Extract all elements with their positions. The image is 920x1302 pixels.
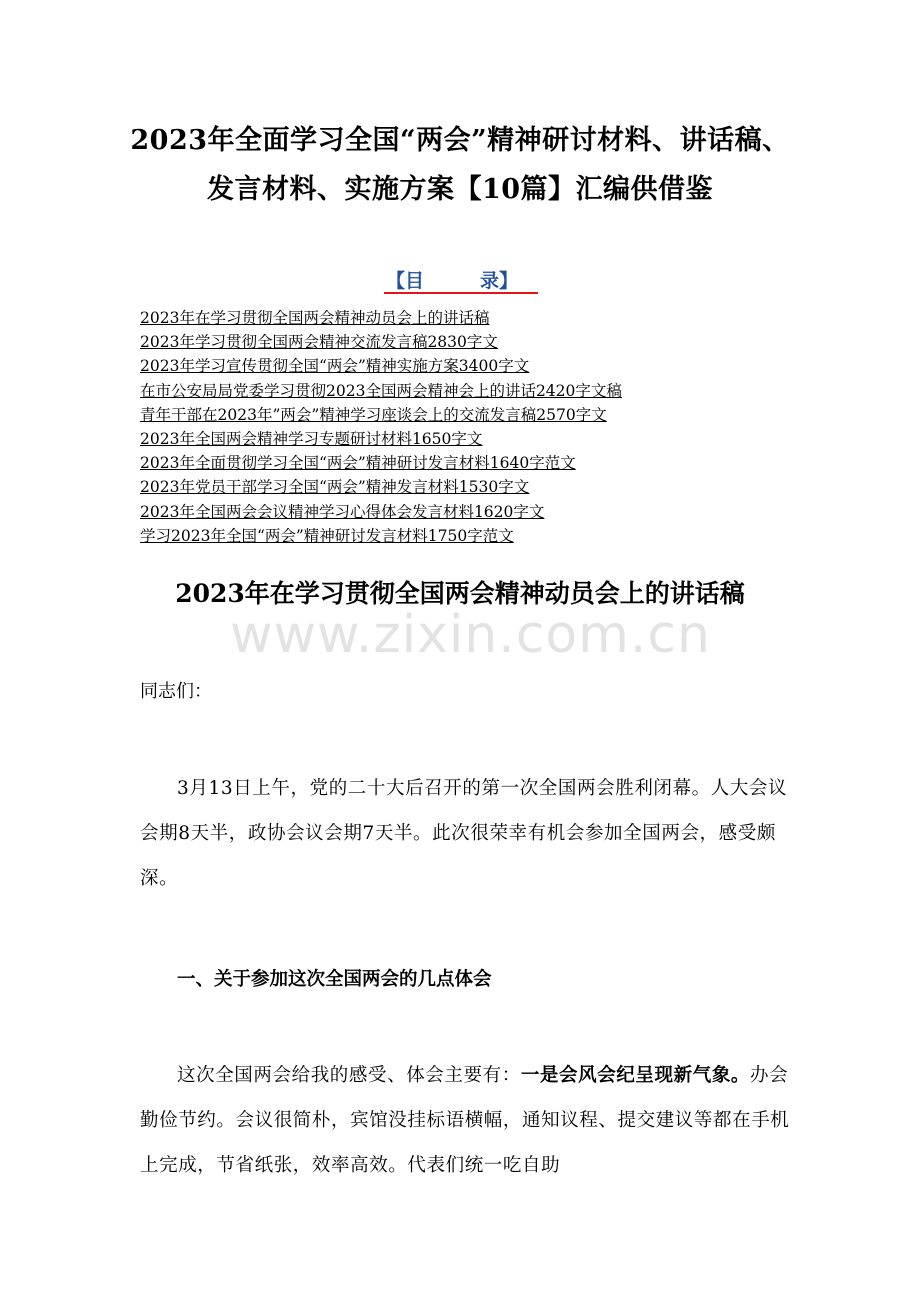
document-title (60, 116, 860, 214)
document-title-line-2: 发言材料、实施方案【10篇】汇编供借鉴 (206, 174, 714, 205)
toc-heading-right: 录】 (480, 270, 519, 292)
toc-heading-left: 【目 (386, 270, 425, 292)
paragraph-2-bold: 一是会风会纪呈现新气象。 (520, 1065, 751, 1086)
toc-link[interactable]: 2023年全国两会精神学习专题研讨材料1650字文 (140, 430, 483, 449)
section-title: 2023年在学习贯彻全国两会精神动员会上的讲话稿 (175, 579, 745, 608)
toc-link[interactable]: 2023年在学习贯彻全国两会精神动员会上的讲话稿 (140, 309, 490, 327)
toc-link[interactable]: 学习2023年全国“两会”精神研讨发言材料1750字范文 (140, 526, 514, 545)
watermark: www.zixin.com.cn (230, 605, 711, 665)
toc-link[interactable]: 青年干部在2023年”两会”精神学习座谈会上的交流发言稿2570字文 (140, 405, 607, 424)
toc-list (140, 306, 622, 548)
paragraph-2-intro: 这次全国两会给我的感受、体会主要有： (177, 1065, 521, 1086)
subheading-1: 一、关于参加这次全国两会的几点体会 (177, 969, 492, 990)
document-title-line-1: 2023年全面学习全国“两会”精神研讨材料、讲话稿、 (130, 125, 790, 156)
toc-link[interactable]: 2023年全面贯彻学习全国“两会”精神研讨发言材料1640字范文 (140, 454, 576, 473)
toc-link[interactable]: 2023年全国两会会议精神学习心得体会发言材料1620字文 (140, 502, 545, 521)
toc-link[interactable]: 2023年学习贯彻全国两会精神交流发言稿2830字文 (140, 333, 498, 352)
toc-link[interactable]: 在市公安局局党委学习贯彻2023全国两会精神会上的讲话2420字文稿 (140, 381, 622, 400)
paragraph-2 (140, 1053, 790, 1188)
paragraph-1: 3月13日上午，党的二十大后召开的第一次全国两会胜利闭幕。人大会议会期8天半，政协会议会期7天半。此次很荣幸有机会参加全国两会，感受颇深。 (140, 778, 788, 889)
toc-link[interactable]: 2023年党员干部学习全国“两会”精神发言材料1530字文 (140, 478, 530, 497)
toc-link[interactable]: 2023年学习宣传贯彻全国“两会”精神实施方案3400字文 (140, 357, 530, 376)
toc-heading (386, 266, 518, 295)
toc-heading-underline (384, 292, 538, 294)
greeting: 同志们： (140, 681, 212, 702)
paragraph-2-rest: 办会勤俭节约。会议很简朴，宾馆没挂标语横幅，通知议程、提交建议等都在手机上完成，节省纸张，效率高效。代表们统一吃自助 (140, 1065, 790, 1176)
